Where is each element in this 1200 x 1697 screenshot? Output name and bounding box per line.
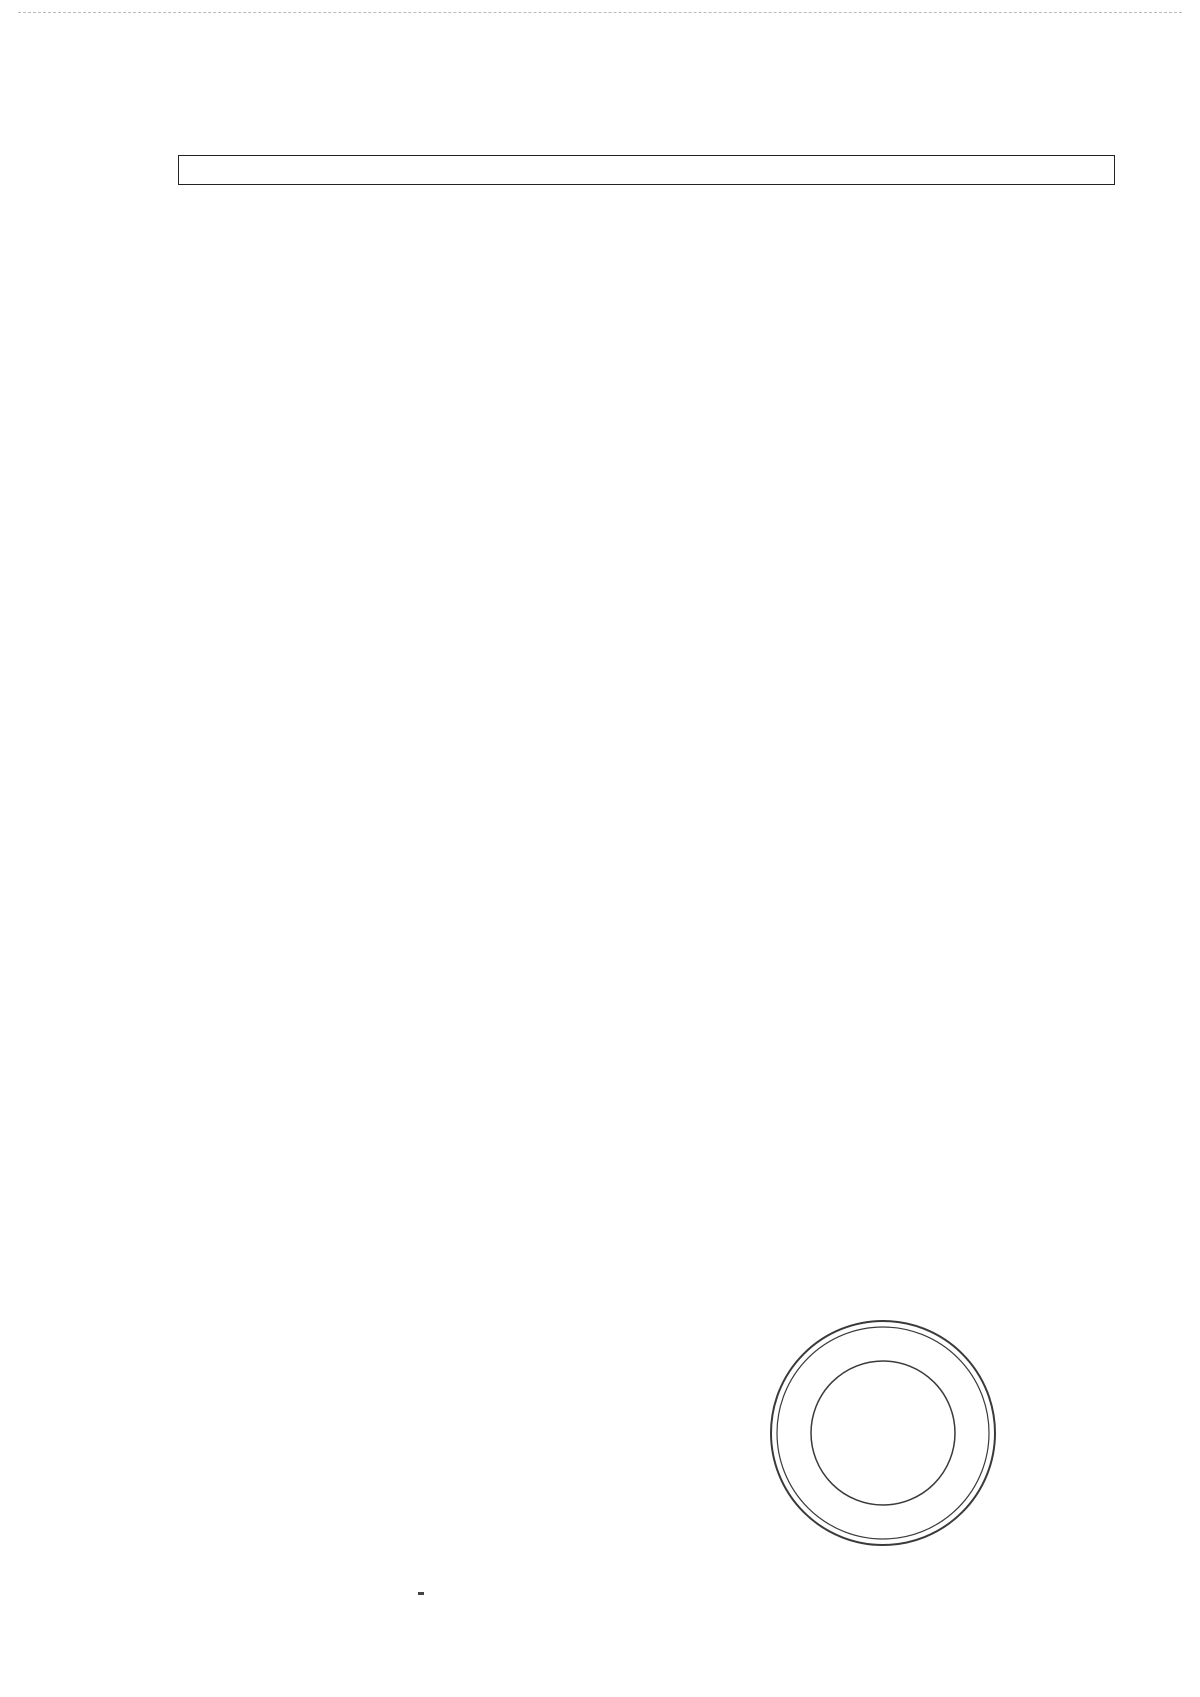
stamp-outer-ring [771, 1321, 995, 1545]
tariff-table [178, 155, 1115, 185]
scan-speck [418, 1592, 424, 1595]
scan-edge [18, 12, 1182, 13]
stamp-inner-ring [811, 1361, 955, 1505]
section-title [179, 156, 1115, 185]
stamp-graphic [768, 1318, 998, 1548]
table-section-block [179, 156, 1115, 185]
official-stamp [768, 1318, 998, 1548]
section-row [179, 156, 1115, 185]
stamp-outer-ring-inner [777, 1327, 989, 1539]
